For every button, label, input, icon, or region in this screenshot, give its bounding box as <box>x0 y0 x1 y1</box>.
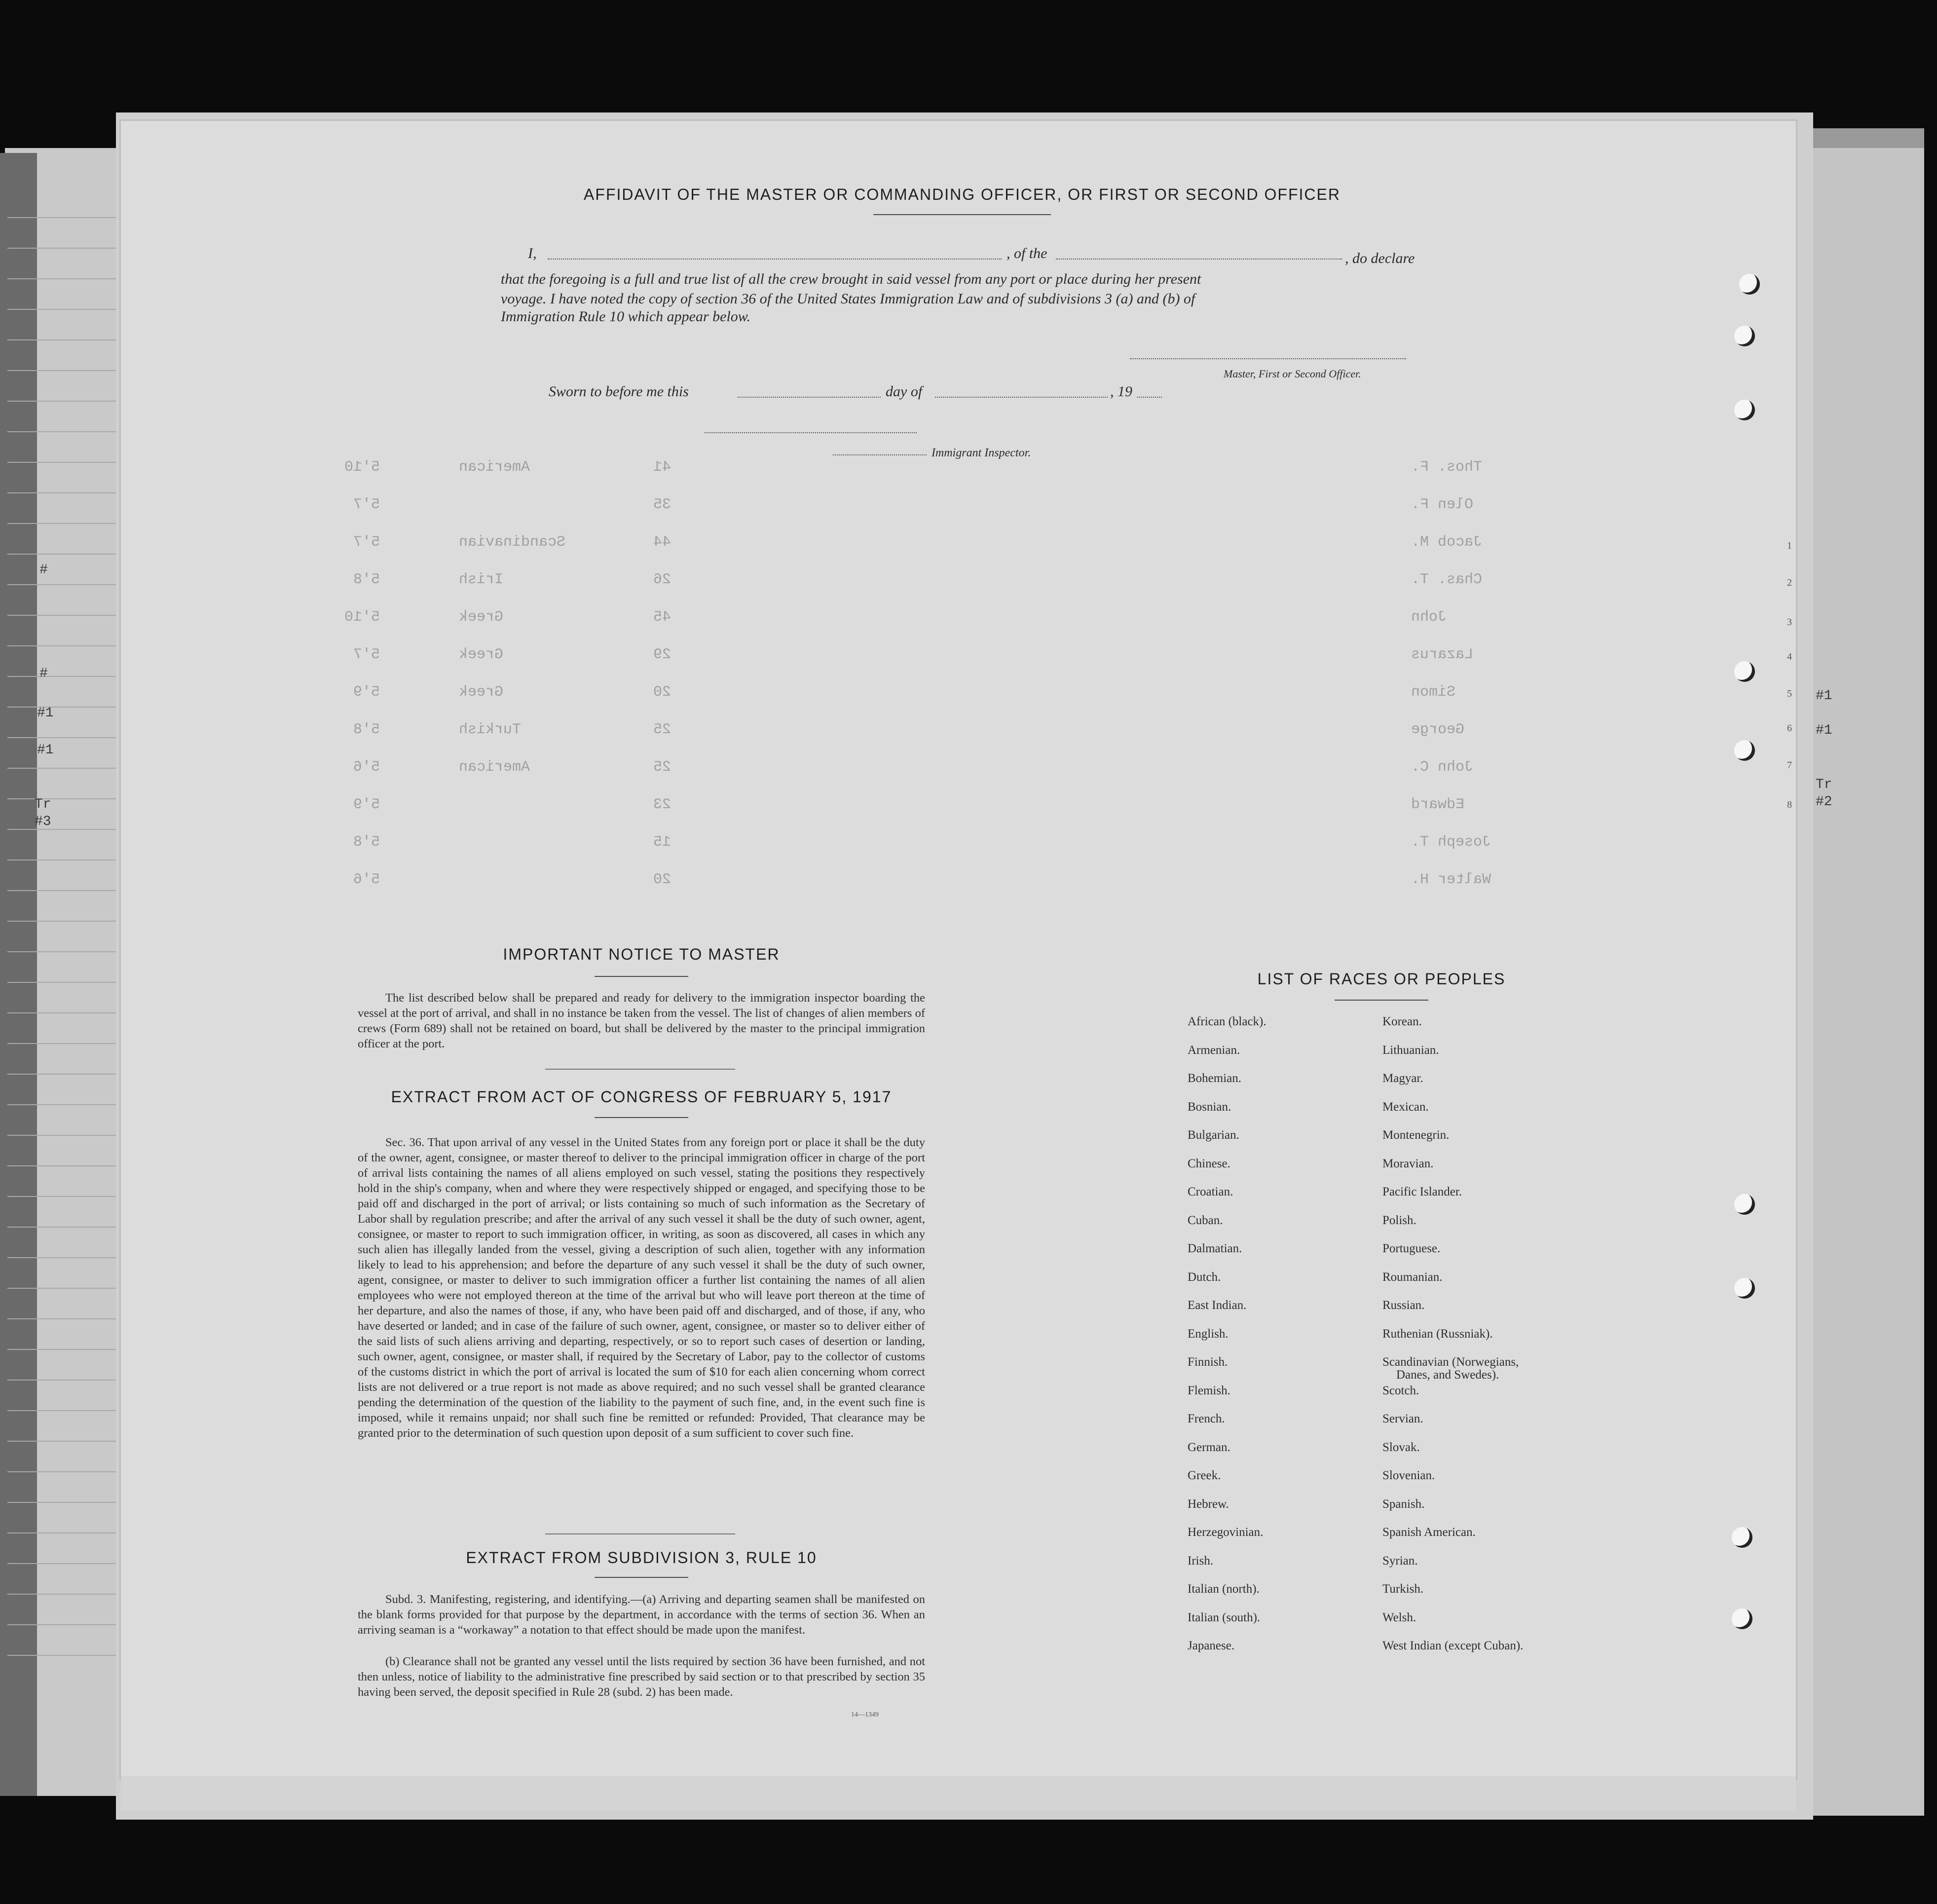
year-blank <box>1137 397 1162 398</box>
punch-hole-icon <box>1734 661 1755 682</box>
left-edge-mark: # <box>39 562 48 578</box>
bleed-name: Simon <box>1411 684 1456 701</box>
vessel-blank <box>1056 259 1342 260</box>
bleed-height: 5'6 <box>353 759 380 776</box>
right-number: 3 <box>1787 617 1792 628</box>
sworn-day-of: day of <box>886 383 923 400</box>
bleed-name: Joseph T. <box>1411 834 1491 851</box>
rule-text-b: (b) Clearance shall not be granted any vessel until the lists required by section 36 have been furnished, and not then unless, notice of liability to the administrative fine prescribed by said section or to that prescribed by section 35 having been served, the deposit specified in Rule 28 (subd. 2) has been made. <box>358 1655 925 1699</box>
race-item: Cuban. <box>1188 1213 1223 1227</box>
bleed-nationality: Greek <box>459 684 504 701</box>
background-sheet-right-inner <box>1796 148 1924 1816</box>
act-divider <box>545 1533 735 1534</box>
bleed-nationality-column <box>459 459 587 796</box>
punch-hole-icon <box>1732 1608 1752 1629</box>
rule-underline <box>595 1577 688 1578</box>
inspector-signature-blank <box>705 432 917 433</box>
right-number: 6 <box>1787 723 1792 734</box>
race-item: Chinese. <box>1188 1157 1230 1170</box>
race-item: Slovak. <box>1382 1440 1420 1454</box>
race-item: English. <box>1188 1327 1229 1341</box>
race-item: Herzegovinian. <box>1188 1526 1264 1539</box>
bleed-name: Lazarus <box>1411 646 1474 663</box>
bleed-nationality: Greek <box>459 646 504 663</box>
notice-text: The list described below shall be prepared and ready for delivery to the immigration inspector boarding the vessel at the port of arrival, and shall in no instance be taken from the vessel. The list of changes of alien members of crews (Form 689) shall not be retained on board, but shall be delivered by the master to the principal immigration officer at the port. <box>358 991 925 1050</box>
bleed-name: John C. <box>1411 759 1474 776</box>
right-number: 8 <box>1787 799 1792 810</box>
race-item: Armenian. <box>1188 1043 1240 1057</box>
bleed-name: Jacob M. <box>1411 534 1483 551</box>
right-number: 7 <box>1787 760 1792 771</box>
race-item: Finnish. <box>1188 1355 1228 1369</box>
bleed-age: 45 <box>653 609 671 626</box>
notice-divider <box>545 1069 735 1070</box>
bleed-height: 5'10 <box>344 459 380 476</box>
bleed-nationality: American <box>459 759 530 776</box>
rule-title: EXTRACT FROM SUBDIVISION 3, RULE 10 <box>466 1549 817 1567</box>
bleed-age: 44 <box>653 534 671 551</box>
bleed-name: George <box>1411 721 1465 738</box>
race-item: Lithuanian. <box>1382 1043 1439 1057</box>
punch-hole-icon <box>1739 274 1760 295</box>
race-item: Dalmatian. <box>1188 1242 1242 1255</box>
affidavit-i: I, <box>528 245 537 261</box>
bleed-name: Edward <box>1411 796 1465 813</box>
bleed-height: 5'9 <box>353 684 380 701</box>
inspector-leader <box>833 454 927 455</box>
bleed-height: 5'10 <box>344 609 380 626</box>
bleed-age: 29 <box>653 646 671 663</box>
right-edge-mark: Tr <box>1816 777 1832 792</box>
race-item: Mexican. <box>1382 1100 1429 1114</box>
rule-text-a: Subd. 3. Manifesting, registering, and identifying.—(a) Arriving and departing seamen shall be manifested on the blank forms provided for that purpose by the department, in accordance with the terms of section 36. When an arriving seaman is a “workaway” a notation to that effect should be made upon the manifest. <box>358 1593 925 1637</box>
bleed-age: 20 <box>653 871 671 888</box>
day-blank <box>738 397 881 398</box>
right-edge-mark: #1 <box>1816 688 1832 704</box>
bleed-age: 20 <box>653 684 671 701</box>
race-item: Bohemian. <box>1188 1072 1242 1085</box>
punch-hole-icon <box>1734 1278 1755 1299</box>
punch-hole-icon <box>1734 1194 1755 1215</box>
bleed-height: 5'9 <box>353 796 380 813</box>
notice-title: IMPORTANT NOTICE TO MASTER <box>503 945 780 963</box>
sworn-prefix: Sworn to before me this <box>549 383 689 400</box>
bleed-age: 26 <box>653 571 671 588</box>
race-item: Bulgarian. <box>1188 1128 1239 1142</box>
race-item: Greek. <box>1188 1469 1221 1482</box>
affidavit-title: AFFIDAVIT OF THE MASTER OR COMMANDING OFFICER, OR FIRST OR SECOND OFFICER <box>584 186 1341 203</box>
page-bottom-edge <box>121 1776 1796 1811</box>
notice-underline <box>595 976 688 977</box>
race-item: Italian (north). <box>1188 1582 1260 1596</box>
affidavit-line-2: that the foregoing is a full and true list of all the crew brought in said vessel from any port or place during her present <box>501 271 1201 287</box>
race-item: Servian. <box>1382 1412 1423 1425</box>
bleed-name: Chas. T. <box>1411 571 1483 588</box>
bleed-height: 5'8 <box>353 571 380 588</box>
affidavit-line-4: Immigration Rule 10 which appear below. <box>501 308 751 325</box>
bleed-names-column <box>1411 459 1520 909</box>
affidavit-line-3: voyage. I have noted the copy of section 36 of the United States Immigration Law and of subdivisions 3 (a) and (b) of <box>501 291 1195 307</box>
bleed-height: 5'7 <box>353 646 380 663</box>
bleed-age: 41 <box>653 459 671 476</box>
race-item: West Indian (except Cuban). <box>1382 1639 1524 1652</box>
bleed-nationality: Turkish <box>459 721 522 738</box>
right-edge-mark: #2 <box>1816 794 1832 810</box>
race-item: Pacific Islander. <box>1382 1185 1462 1198</box>
race-item: Turkish. <box>1382 1582 1424 1596</box>
bleed-heights-column <box>345 459 380 909</box>
month-blank <box>935 397 1108 398</box>
name-blank <box>548 259 1002 260</box>
title-underline <box>873 214 1051 215</box>
race-item: Montenegrin. <box>1382 1128 1450 1142</box>
race-item: Flemish. <box>1188 1383 1230 1397</box>
form-number: 14—1349 <box>851 1711 879 1718</box>
punch-hole-icon <box>1734 400 1755 420</box>
left-sheet-lines <box>7 217 116 1656</box>
right-edge-mark: #1 <box>1816 723 1832 738</box>
bleed-name: Thos. F. <box>1411 459 1483 476</box>
race-item: Hebrew. <box>1188 1497 1229 1511</box>
race-item: African (black). <box>1188 1015 1266 1028</box>
act-text: Sec. 36. That upon arrival of any vessel in the United States from any foreign port or place it shall be the duty of the owner, agent, consignee, or master thereof to deliver to the principal immigration officer in charge of the port of arrival lists containing the names of all aliens employed on such vessel, stating the positions they respectively hold in the ship's company, when and where they were respectively shipped or engaged, and specifying those to be paid off and discharged in the port of arrival; or lists containing so much of such information as the Secretary of Labor shall by regulation prescribe; and after the arrival of any such vessel it shall be the duty of such owner, agent, consignee, or master to report to such immigration officer, in writing, as soon as discovered, all cases in which any such alien has illegally landed from the vessel, giving a description of such alien, together with any information likely to lead to his apprehension; and before the departure of any such vessel it shall be the duty of such owner, agent, consignee, or master to deliver to such immigration officer a further list containing the names of all alien employees who were not employed thereon at the time of the arrival but who will leave port thereon at the time of her departure, and also the names of those, if any, who have been paid off and discharged, and of those, if any, who have deserted or landed; and in case of the failure of such owner, agent, consignee, or master so to deliver either of the said lists of such aliens arriving and departing, respectively, or so to report such cases of desertion or landing, such owner, agent, consignee, or master shall, if required by the Secretary of Labor, pay to the collector of customs of the customs district in which the port of arrival is located the sum of $10 for each alien concerning whom correct lists are not delivered or a true report is not made as above required; and no such vessel shall be granted clearance pending the determination of the question of the liability to the payment of such fine, and, in the event such fine is imposed, while it remains unpaid; nor shall such fine be remitted or refunded: Provided, That clearance may be granted prior to the determination of such question upon deposit of a sum sufficient to cover such fine. <box>358 1136 925 1440</box>
punch-hole-icon <box>1732 1527 1752 1548</box>
bleed-nationality: American <box>459 459 530 476</box>
bleed-nationality: Greek <box>459 609 504 626</box>
race-item: Slovenian. <box>1382 1469 1435 1482</box>
race-item: German. <box>1188 1440 1230 1454</box>
bleed-nationality: Irish <box>459 571 504 588</box>
race-item: Polish. <box>1382 1213 1416 1227</box>
race-item: French. <box>1188 1412 1225 1425</box>
bleed-height: 5'7 <box>353 496 380 513</box>
bleed-age: 35 <box>653 496 671 513</box>
bleed-age: 25 <box>653 759 671 776</box>
races-column-2 <box>1382 1015 1590 1668</box>
left-edge-mark: # <box>39 666 48 681</box>
bleed-height: 5'7 <box>353 534 380 551</box>
race-item: Korean. <box>1382 1015 1422 1028</box>
bleed-ages-column <box>641 459 671 909</box>
race-item: Spanish. <box>1382 1497 1425 1511</box>
bleed-name: John <box>1411 609 1447 626</box>
left-edge-mark: Tr <box>35 797 51 812</box>
race-item: Welsh. <box>1382 1610 1416 1624</box>
bleed-height: 5'8 <box>353 721 380 738</box>
bleed-age: 25 <box>653 721 671 738</box>
race-item: Moravian. <box>1382 1157 1434 1170</box>
officer-caption: Master, First or Second Officer. <box>1224 368 1361 380</box>
races-column-1 <box>1188 1015 1375 1668</box>
races-title: LIST OF RACES OR PEOPLES <box>1257 970 1506 988</box>
race-item: Spanish American. <box>1382 1526 1476 1539</box>
inspector-caption: Immigrant Inspector. <box>931 447 1031 459</box>
race-item: Scotch. <box>1382 1383 1419 1397</box>
right-number: 5 <box>1787 688 1792 699</box>
bleed-name: Olen F. <box>1411 496 1474 513</box>
bleed-nationality: Scandinavian <box>459 534 566 551</box>
punch-hole-icon <box>1734 326 1755 346</box>
race-item: Scandinavian (Norwegians, <box>1382 1355 1519 1369</box>
race-item: Danes, and Swedes). <box>1396 1368 1499 1381</box>
race-item: Bosnian. <box>1188 1100 1231 1114</box>
affidavit-declare: , do declare <box>1345 250 1415 266</box>
races-underline <box>1335 1000 1428 1001</box>
race-item: Irish. <box>1188 1554 1214 1568</box>
race-item: Roumanian. <box>1382 1270 1443 1284</box>
punch-hole-icon <box>1734 740 1755 761</box>
bleed-age: 15 <box>653 834 671 851</box>
right-number: 4 <box>1787 651 1792 662</box>
race-item: Russian. <box>1382 1299 1425 1312</box>
race-item: Ruthenian (Russniak). <box>1382 1327 1493 1341</box>
right-number: 1 <box>1787 540 1792 551</box>
race-item: East Indian. <box>1188 1299 1247 1312</box>
left-edge-mark: #1 <box>37 706 54 721</box>
bleed-name: Walter H. <box>1411 871 1491 888</box>
left-edge-mark: #1 <box>37 743 54 758</box>
race-item: Dutch. <box>1188 1270 1221 1284</box>
act-underline <box>595 1117 688 1118</box>
bleed-height: 5'8 <box>353 834 380 851</box>
race-item: Syrian. <box>1382 1554 1418 1568</box>
affidavit-of-the: , of the <box>1006 245 1047 261</box>
bleed-age: 23 <box>653 796 671 813</box>
bleed-height: 5'6 <box>353 871 380 888</box>
race-item: Magyar. <box>1382 1072 1423 1085</box>
officer-signature-blank <box>1130 358 1406 359</box>
sworn-year: , 19 <box>1110 383 1132 400</box>
bleed-nationality <box>459 496 587 534</box>
race-item: Portuguese. <box>1382 1242 1441 1255</box>
race-item: Croatian. <box>1188 1185 1233 1198</box>
act-title: EXTRACT FROM ACT OF CONGRESS OF FEBRUARY 5, 1917 <box>391 1088 892 1106</box>
left-edge-mark: #3 <box>35 814 51 829</box>
right-number: 2 <box>1787 577 1792 588</box>
race-item: Japanese. <box>1188 1639 1235 1652</box>
race-item: Italian (south). <box>1188 1610 1261 1624</box>
